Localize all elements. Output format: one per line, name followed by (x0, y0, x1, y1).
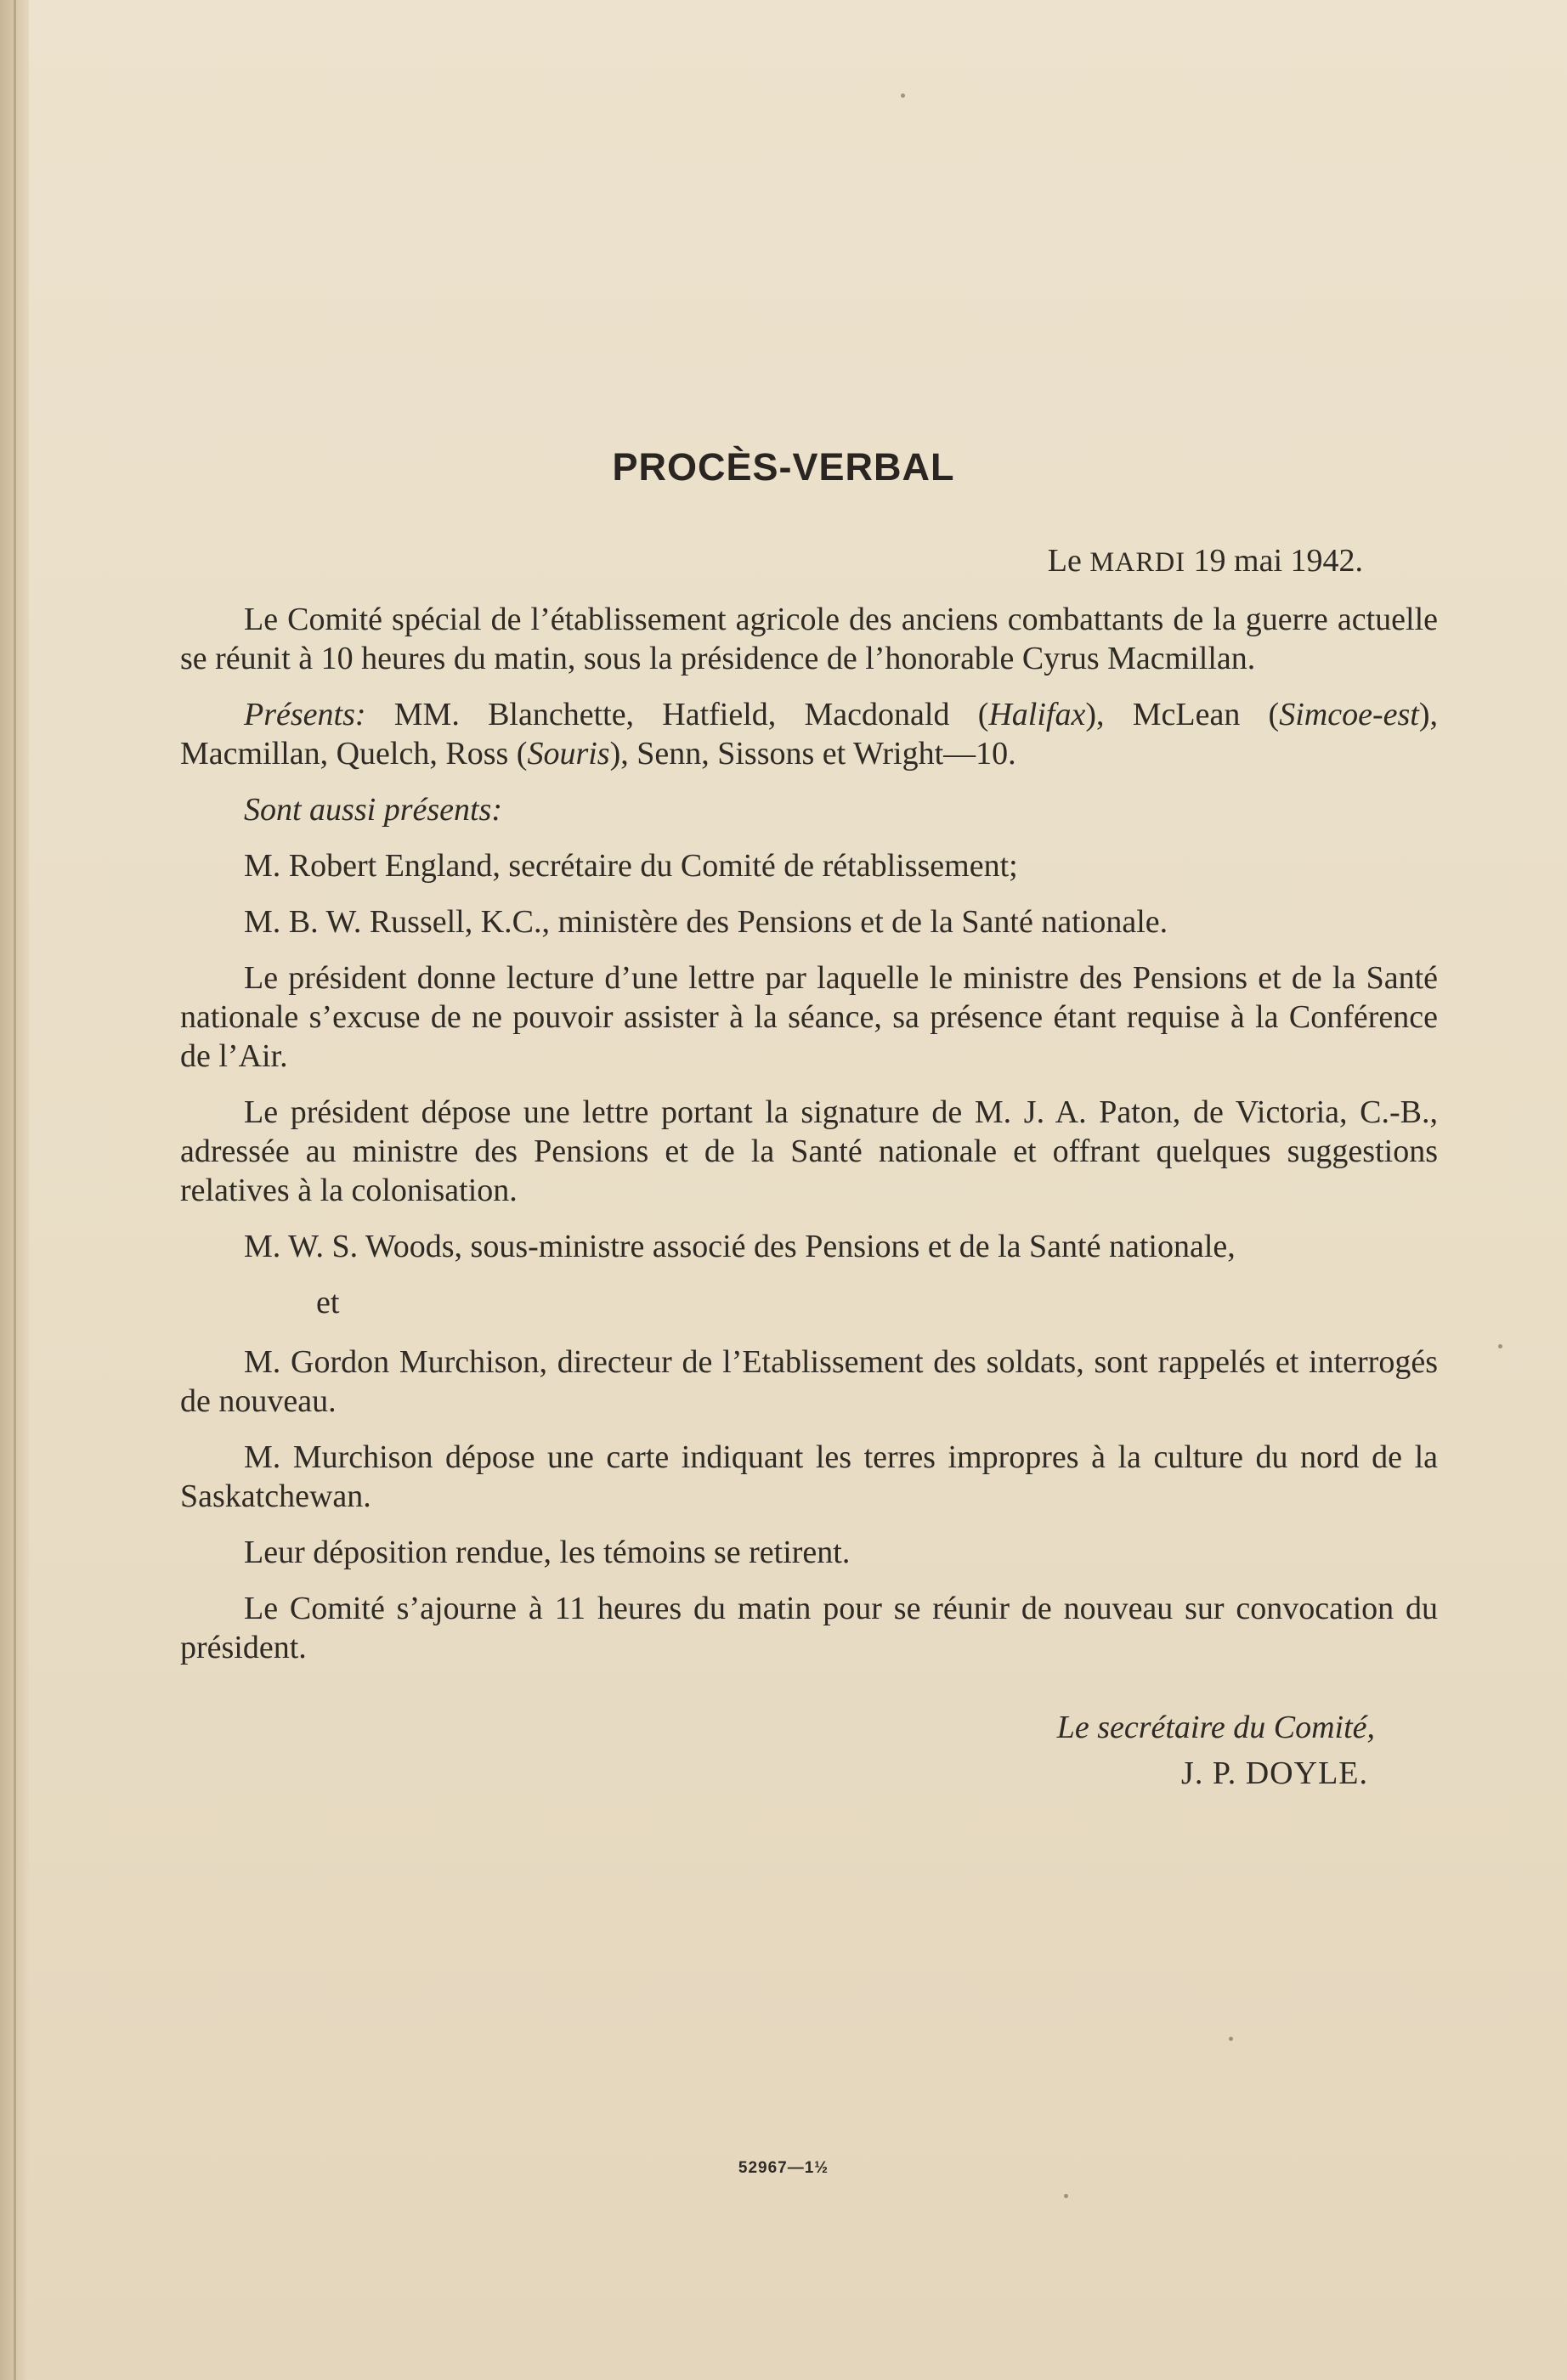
also-present-russell: M. B. W. Russell, K.C., ministère des Pensions et de la Santé nationale. (244, 904, 1168, 940)
adjournment-paragraph: Le Comité s’ajourne à 11 heures du matin pour se réunir de nouveau sur convocation du président. (180, 1591, 1438, 1665)
witness-murchison-paragraph: M. Gordon Murchison, directeur de l’Etablissement des soldats, sont rappelés et interrogés de nouveau. (180, 1344, 1438, 1419)
present-text-1: MM. Blanchette, Hatfield, Macdonald ( (365, 697, 989, 732)
document-title: PROCÈS-VERBAL (612, 445, 955, 489)
paper-speck (1064, 2194, 1068, 2198)
date-prefix: Le (1047, 543, 1082, 579)
witness-woods-paragraph: M. W. S. Woods, sous-ministre associé des Pensions et de la Santé nationale, (244, 1229, 1236, 1264)
present-text-4: ), Senn, Sissons et Wright—10. (609, 736, 1016, 772)
print-code: 52967—1½ (738, 2159, 829, 2177)
also-present-label-text: Sont aussi présents: (244, 792, 502, 828)
present-label: Présents: (244, 697, 366, 732)
minutes-body (180, 600, 1438, 1684)
witnesses-retire-paragraph: Leur déposition rendue, les témoins se retirent. (244, 1535, 851, 1570)
page-binding-line (14, 0, 16, 2380)
conjunction-et: et (316, 1285, 340, 1320)
meeting-date (1048, 542, 1363, 579)
paper-speck (901, 93, 905, 98)
letter-read-paragraph: Le président donne lecture d’une lettre par laquelle le ministre des Pensions et de la Santé nationale s’excuse de ne pouvoir assister à la séance, sa présence étant requise à la Conférence de l’Air. (180, 960, 1438, 1074)
present-members-paragraph (180, 695, 1438, 773)
signature-role: Le secrétaire du Comité, (1056, 1710, 1375, 1745)
paper-speck (1229, 2037, 1233, 2041)
map-filed-paragraph: M. Murchison dépose une carte indiquant les terres impropres à la culture du nord de la Saskatchewan. (180, 1439, 1438, 1514)
opening-paragraph: Le Comité spécial de l’établissement agricole des anciens combattants de la guerre actuelle se réunit à 10 heures du matin, sous la présidence de l’honorable Cyrus Macmillan. (180, 602, 1438, 676)
present-text-3: ), Macmillan, Quelch, Ross ( (180, 697, 1438, 772)
present-text-2: ), McLean ( (1085, 697, 1280, 732)
letter-filed-paragraph: Le président dépose une lettre portant la signature de M. J. A. Paton, de Victoria, C.-B., adressée au ministre des Pensions et de la Santé nationale et offrant quelques suggestions relatives à la colonisation. (180, 1094, 1438, 1208)
also-present-label (180, 790, 1438, 829)
date-weekday: MARDI (1089, 546, 1186, 577)
present-souris: Souris (527, 736, 610, 772)
signature-name: J. P. DOYLE. (1181, 1755, 1368, 1791)
also-present-england: M. Robert England, secrétaire du Comité de rétablissement; (244, 848, 1018, 884)
date-rest: 19 mai 1942. (1193, 543, 1363, 579)
signature-block (1057, 1704, 1375, 1796)
present-halifax: Halifax (988, 697, 1086, 732)
paper-speck (1498, 1344, 1502, 1348)
present-simcoe: Simcoe-est (1279, 697, 1419, 732)
